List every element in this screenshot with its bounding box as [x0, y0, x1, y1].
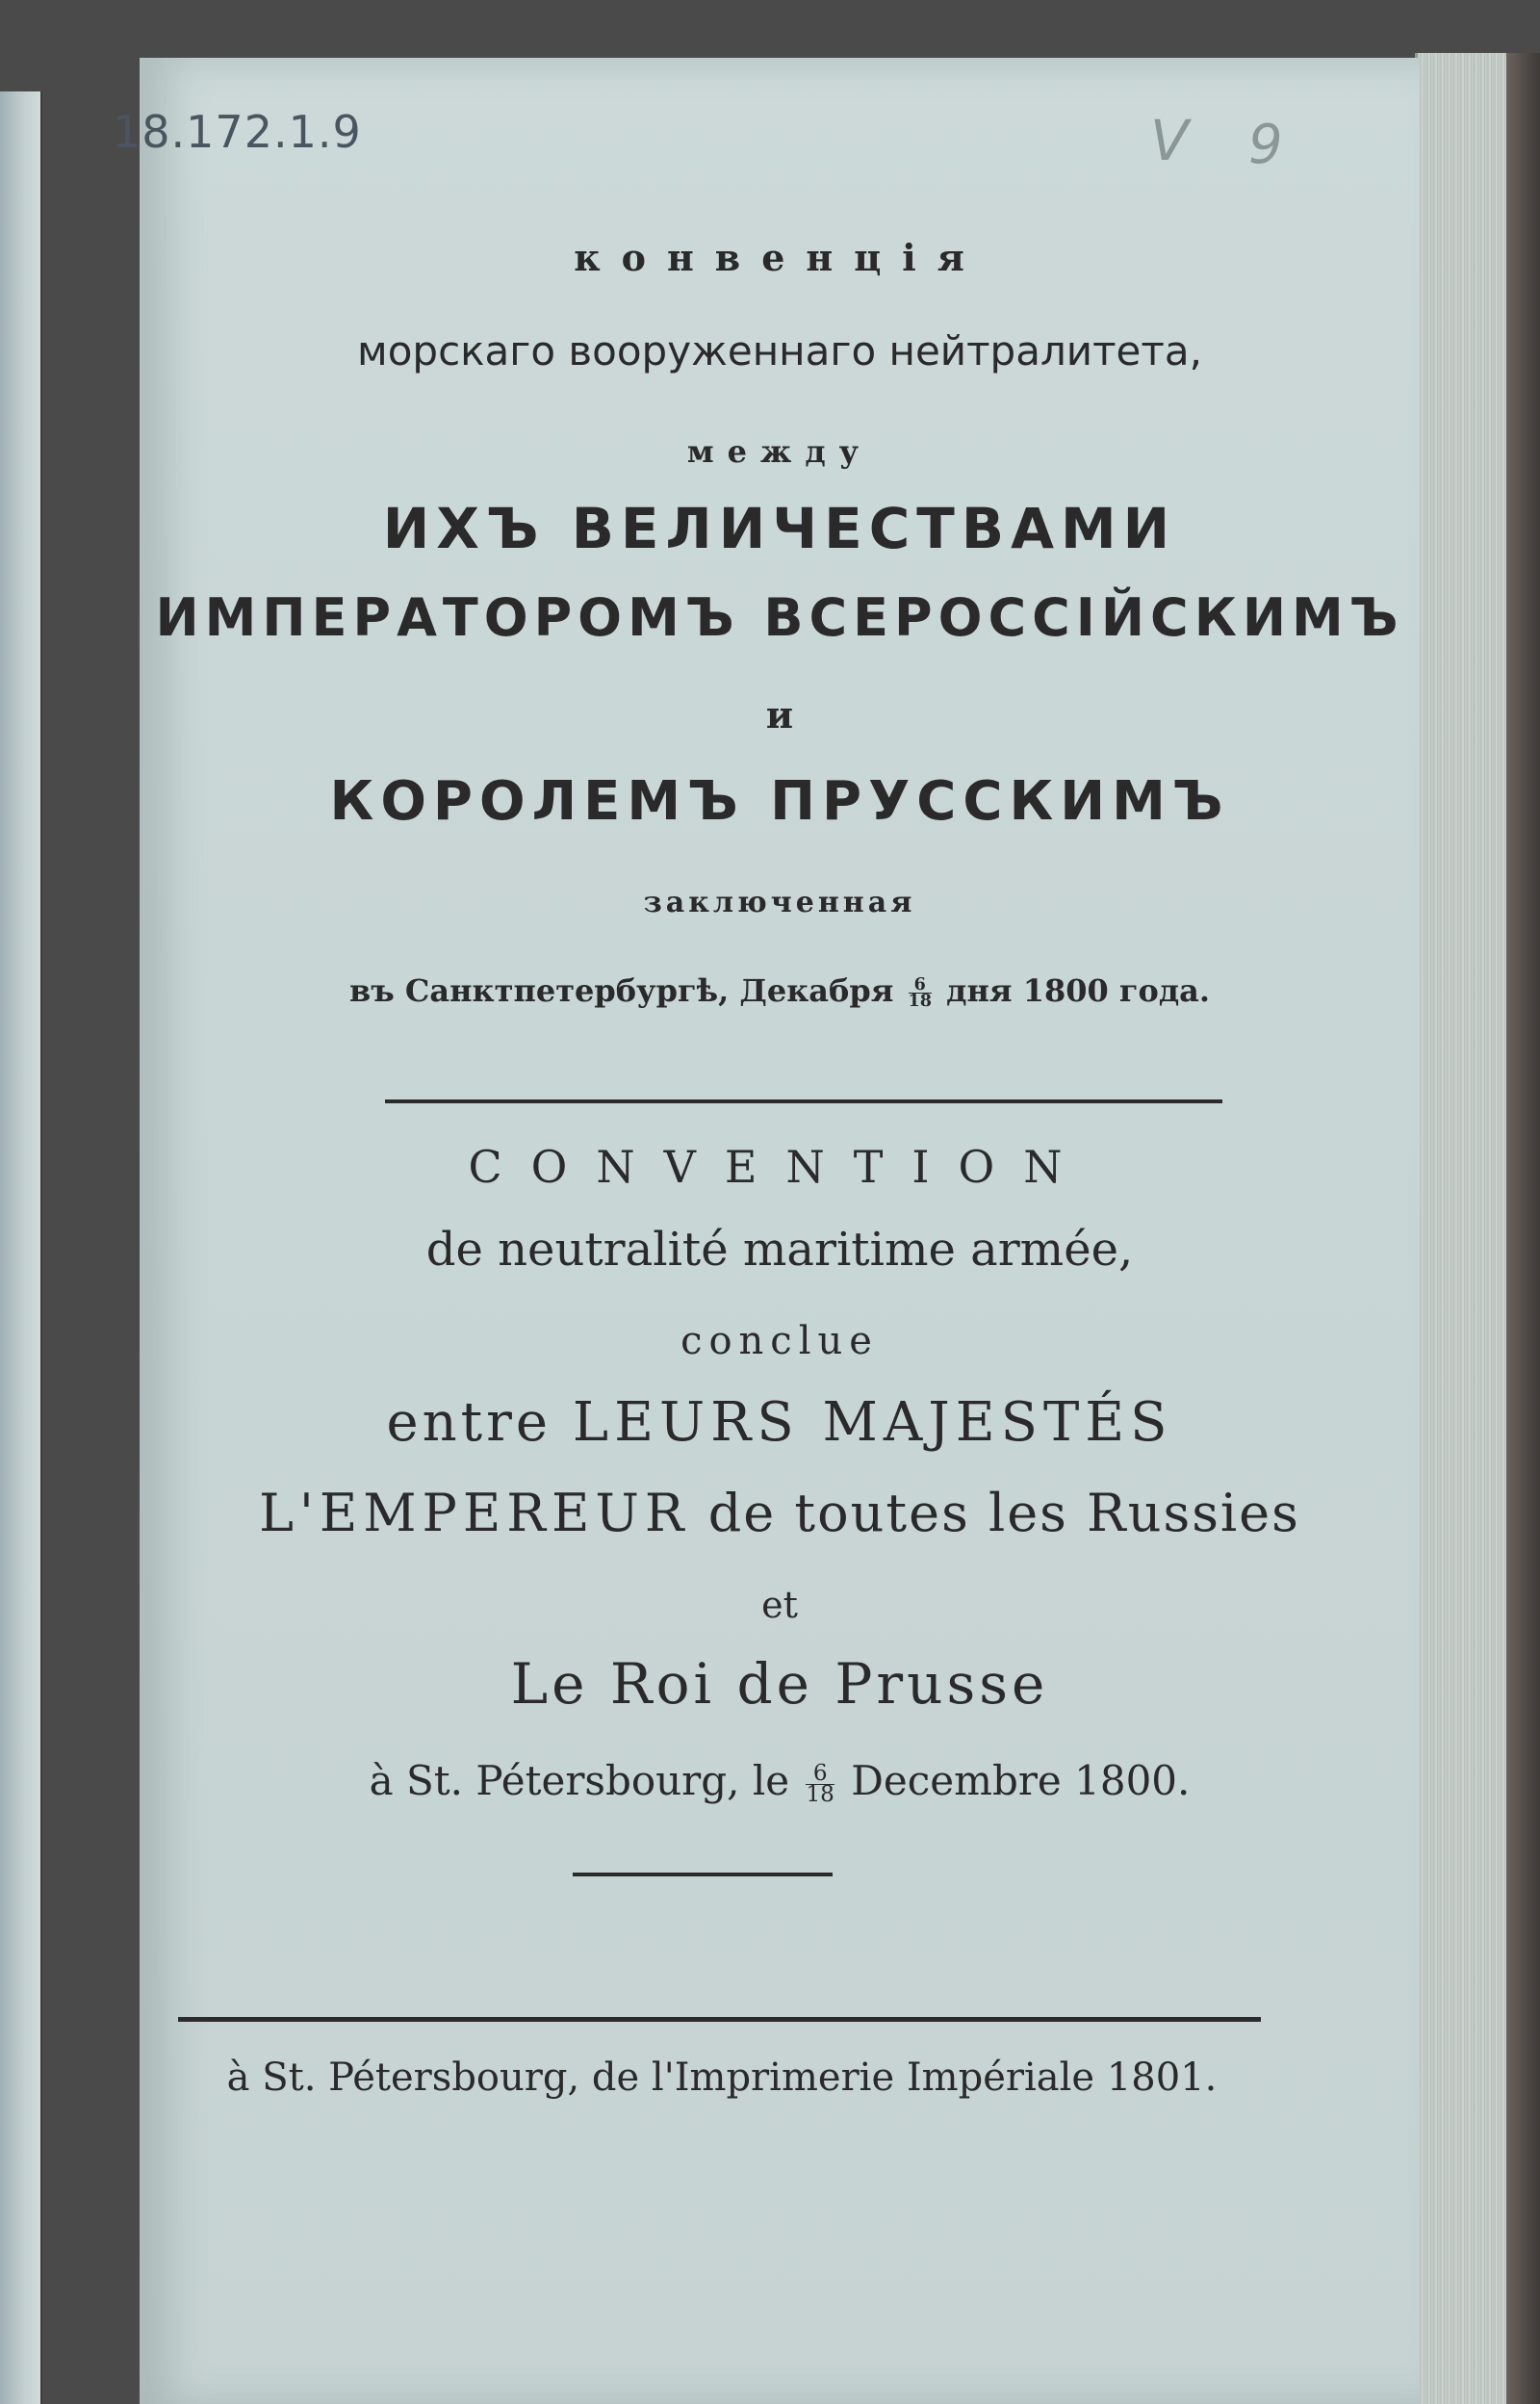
french-frac-den: 18 [806, 1781, 834, 1807]
divider-rule [385, 1099, 1222, 1103]
imprint: à St. Pétersbourg, de l'Imprimerie Impériale 1801. [226, 2055, 1218, 2100]
russian-place-after: дня 1800 года. [946, 972, 1211, 1009]
russian-date-fraction [908, 974, 933, 1011]
russian-majesties: ИХЪ ВЕЛИЧЕСТВАМИ [382, 496, 1177, 561]
french-place-date [140, 1757, 1420, 1807]
title-page [113, 58, 1420, 2404]
russian-subtitle: морскаго вооруженнаго нейтралитета, [357, 327, 1202, 375]
russian-frac-num: 6 [909, 977, 932, 994]
french-concluded: conclue [680, 1319, 879, 1363]
page-number: 9 [1248, 114, 1283, 176]
short-rule [573, 1873, 833, 1876]
french-majesties: LEURS MAJESTÉS [572, 1391, 1173, 1454]
russian-frac-den: 18 [908, 991, 933, 1011]
french-emperor-rest: de toutes les Russies [707, 1483, 1300, 1543]
french-emperor-caps: L'EMPEREUR [259, 1483, 690, 1543]
french-title: CONVENTION [468, 1141, 1091, 1193]
russian-emperor: ИМПЕРАТОРОМЪ ВСЕРОССІЙСКИМЪ [155, 587, 1404, 648]
french-emperor-line [140, 1483, 1420, 1543]
french-place-after: Decembre 1800. [851, 1757, 1191, 1804]
french-and: et [761, 1584, 798, 1626]
russian-title: конвенція [574, 236, 986, 279]
russian-place-before: въ Санктпетербургѣ, Декабря [348, 972, 894, 1009]
russian-concluded: заключенная [643, 886, 916, 919]
russian-king: КОРОЛЕМЪ ПРУССКИМЪ [329, 770, 1230, 833]
french-entre: entre [386, 1391, 552, 1454]
left-page-edge [0, 91, 42, 2404]
french-place-before: à St. Pétersbourg, le [369, 1757, 790, 1804]
book-fore-edge [1415, 53, 1509, 2404]
french-frac-num: 6 [806, 1764, 834, 1785]
pencil-mark: V [1150, 108, 1189, 173]
russian-place-date [140, 972, 1420, 1009]
russian-between: между [686, 433, 873, 470]
french-king: Le Roi de Prusse [510, 1651, 1049, 1717]
french-majesties-line [140, 1391, 1420, 1454]
book-shadow [1506, 53, 1540, 2404]
russian-and: и [765, 693, 794, 737]
french-date-fraction [806, 1760, 834, 1807]
imprint-rule [178, 2017, 1261, 2022]
french-subtitle: de neutralité maritime armée, [425, 1223, 1134, 1277]
shelfmark-annotation: 18.172.1.9 [113, 106, 362, 158]
